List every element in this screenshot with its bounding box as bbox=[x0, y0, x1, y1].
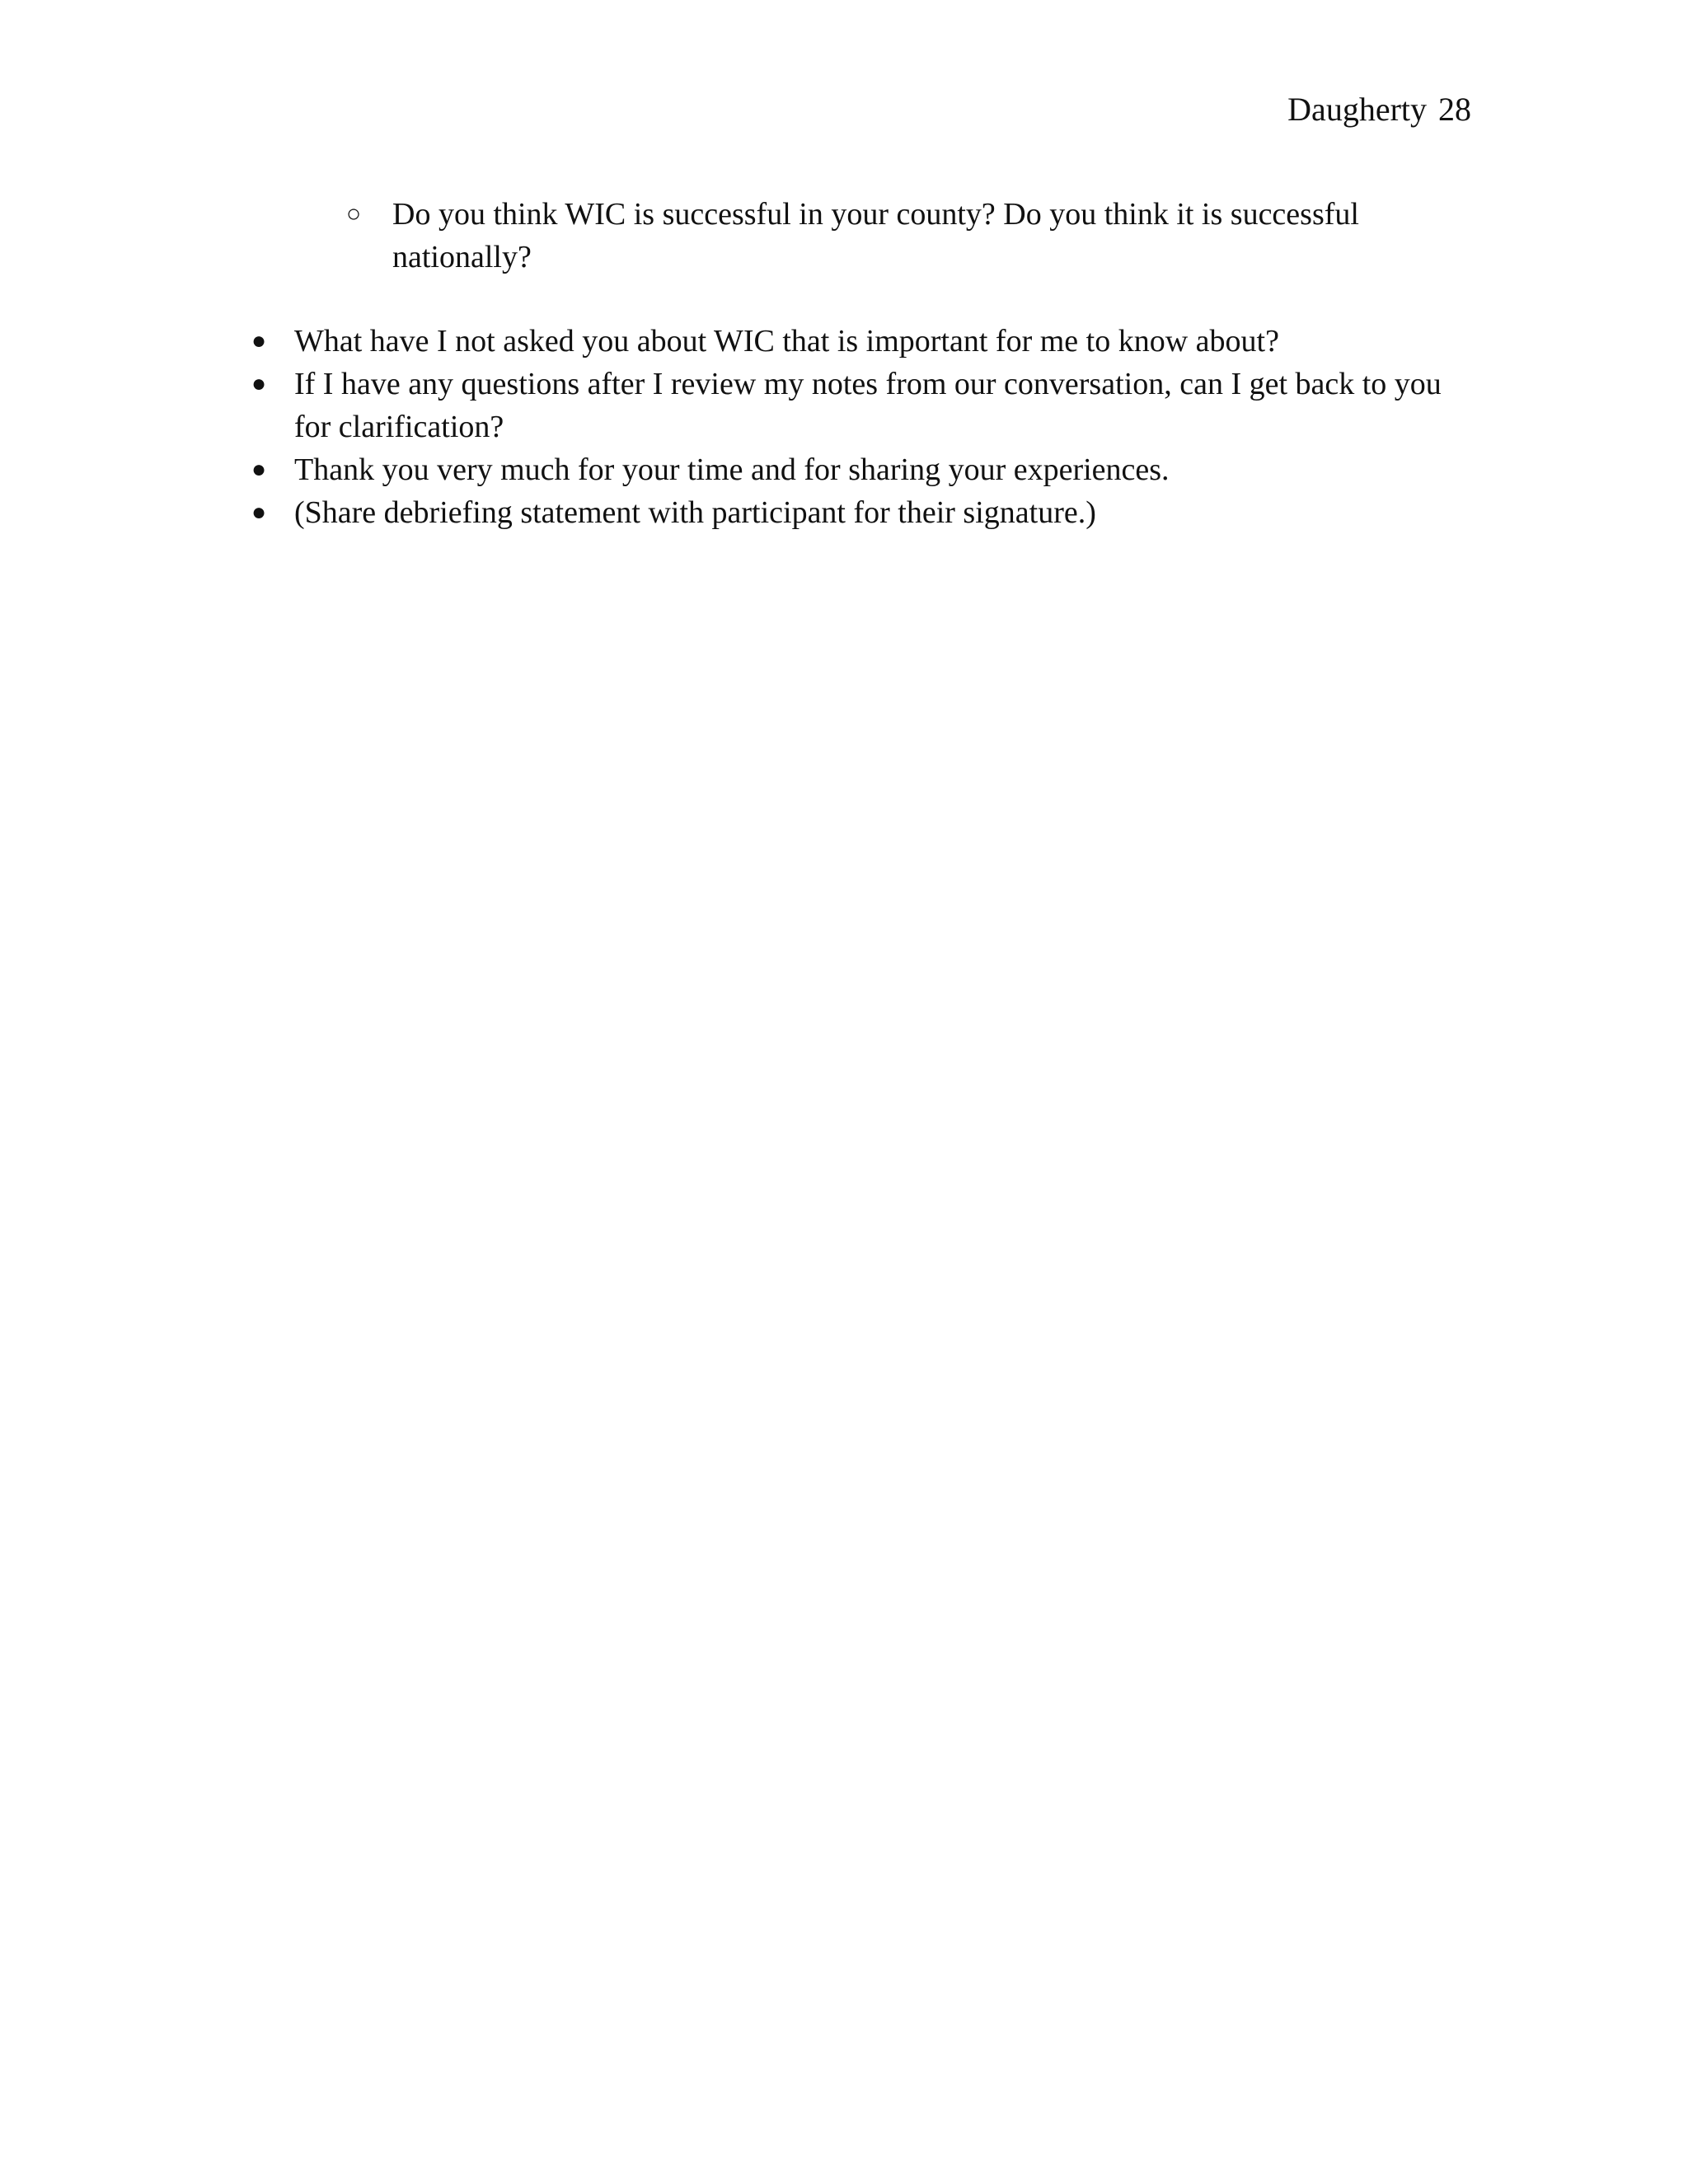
hollow-circle-bullet-icon: ○ bbox=[345, 200, 362, 227]
filled-circle-bullet-icon: ● bbox=[251, 456, 267, 483]
list-item bbox=[251, 491, 1448, 534]
list-item bbox=[345, 193, 1398, 279]
list-item bbox=[251, 448, 1448, 491]
list-item-text: If I have any questions after I review my notes from our conversation, can I get back to you for clarification? bbox=[294, 367, 1442, 444]
filled-circle-bullet-icon: ● bbox=[251, 327, 267, 354]
author-name: Daugherty bbox=[1287, 91, 1427, 128]
list-item bbox=[251, 363, 1448, 448]
list-item-text: Thank you very much for your time and for sharing your experiences. bbox=[294, 452, 1170, 487]
running-head bbox=[1287, 93, 1471, 126]
list-item-text: What have I not asked you about WIC that is important for me to know about? bbox=[294, 324, 1279, 359]
closing-question-list bbox=[251, 320, 1448, 534]
list-item bbox=[251, 320, 1448, 363]
list-item-text: (Share debriefing statement with participant for their signature.) bbox=[294, 495, 1096, 530]
filled-circle-bullet-icon: ● bbox=[251, 370, 267, 397]
list-item-text: Do you think WIC is successful in your county? Do you think it is successful nationally? bbox=[392, 197, 1359, 274]
filled-circle-bullet-icon: ● bbox=[251, 499, 267, 526]
page-number: 28 bbox=[1438, 91, 1471, 128]
sub-question-list bbox=[345, 193, 1398, 279]
